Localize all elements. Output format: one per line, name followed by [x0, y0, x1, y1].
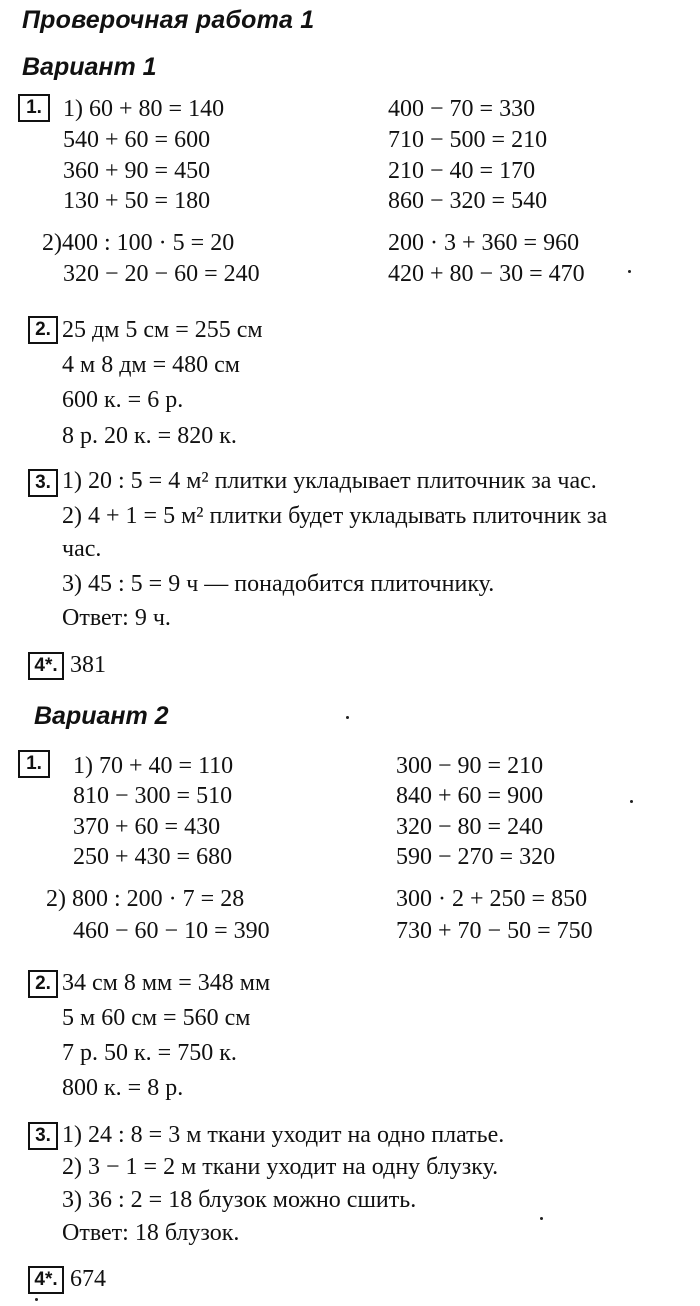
- v2-t1-left-line: 2) 800 : 200 · 7 = 28: [46, 886, 245, 912]
- v2-t1-left-line: 810 − 300 = 510: [73, 783, 233, 809]
- v2-t2-line: 800 к. = 8 р.: [62, 1075, 184, 1101]
- page-title: Проверочная работа 1: [22, 6, 315, 34]
- v1-t1-left-line: 320 − 20 − 60 = 240: [63, 261, 260, 287]
- v2-t3-line: 1) 24 : 8 = 3 м ткани уходит на одно платье.: [62, 1122, 505, 1148]
- v2-task-4-number: 4*.: [28, 1266, 64, 1294]
- v1-t3-line: 3) 45 : 5 = 9 ч — понадобится плиточнику.: [62, 571, 495, 597]
- v1-t1-left-line: 1) 60 + 80 = 140: [63, 96, 225, 122]
- v2-t1-right-line: 300 − 90 = 210: [396, 753, 544, 779]
- v1-task-2-number: 2.: [28, 316, 58, 344]
- scan-speck: [630, 800, 633, 803]
- v2-t3-line: 3) 36 : 2 = 18 блузок можно сшить.: [62, 1187, 417, 1213]
- v2-t1-left-line: 250 + 430 = 680: [73, 844, 233, 870]
- variant-1-title: Вариант 1: [22, 53, 157, 81]
- v1-t3-line: 2) 4 + 1 = 5 м² плитки будет укладывать плиточник за: [62, 503, 608, 529]
- v1-t3-line: 1) 20 : 5 = 4 м² плитки укладывает плиточник за час.: [62, 468, 597, 494]
- v2-t1-right-line: 590 − 270 = 320: [396, 844, 556, 870]
- v1-t1-right-line: 200 · 3 + 360 = 960: [388, 230, 580, 256]
- v2-t1-left-line: 1) 70 + 40 = 110: [73, 753, 234, 779]
- v2-t3-line: 2) 3 − 1 = 2 м ткани уходит на одну блузку.: [62, 1154, 499, 1180]
- variant-2-title: Вариант 2: [34, 702, 169, 730]
- v2-t3-line: Ответ: 18 блузок.: [62, 1220, 240, 1246]
- v2-t1-right-line: 730 + 70 − 50 = 750: [396, 918, 593, 944]
- v1-t1-left-line: 130 + 50 = 180: [63, 188, 211, 214]
- v1-task-1-number: 1.: [18, 94, 50, 122]
- v1-t1-right-line: 400 − 70 = 330: [388, 96, 536, 122]
- scan-speck: [35, 1298, 38, 1301]
- v2-t1-right-line: 320 − 80 = 240: [396, 814, 544, 840]
- v2-task-3-number: 3.: [28, 1122, 58, 1150]
- v2-task-4-answer: 674: [70, 1266, 106, 1292]
- v2-t2-line: 7 р. 50 к. = 750 к.: [62, 1040, 237, 1066]
- v2-task-2-number: 2.: [28, 970, 58, 998]
- v2-t1-left-line: 460 − 60 − 10 = 390: [73, 918, 270, 944]
- v1-t1-left-line: 540 + 60 = 600: [63, 127, 211, 153]
- v1-t1-right-line: 210 − 40 = 170: [388, 158, 536, 184]
- v1-t1-left-line: 360 + 90 = 450: [63, 158, 211, 184]
- v1-t2-line: 600 к. = 6 р.: [62, 387, 184, 413]
- v1-task-3-number: 3.: [28, 469, 58, 497]
- v2-t1-right-line: 840 + 60 = 900: [396, 783, 544, 809]
- v1-t1-right-line: 710 − 500 = 210: [388, 127, 548, 153]
- v2-t1-left-line: 370 + 60 = 430: [73, 814, 221, 840]
- v1-task-4-number: 4*.: [28, 652, 64, 680]
- v1-t3-line: Ответ: 9 ч.: [62, 605, 171, 631]
- v1-t2-line: 25 дм 5 см = 255 см: [62, 317, 263, 343]
- v1-t1-left-line: 2)400 : 100 · 5 = 20: [42, 230, 235, 256]
- v2-t1-right-line: 300 · 2 + 250 = 850: [396, 886, 588, 912]
- v2-t2-line: 5 м 60 см = 560 см: [62, 1005, 251, 1031]
- scan-speck: [628, 270, 631, 273]
- v1-t1-right-line: 420 + 80 − 30 = 470: [388, 261, 585, 287]
- v1-t2-line: 4 м 8 дм = 480 см: [62, 352, 240, 378]
- v1-t2-line: 8 р. 20 к. = 820 к.: [62, 423, 237, 449]
- v1-t3-line: час.: [62, 536, 102, 562]
- v2-task-1-number: 1.: [18, 750, 50, 778]
- v2-t2-line: 34 см 8 мм = 348 мм: [62, 970, 271, 996]
- scan-speck: [540, 1217, 543, 1220]
- v1-task-4-answer: 381: [70, 652, 106, 678]
- v1-t1-right-line: 860 − 320 = 540: [388, 188, 548, 214]
- scan-speck: [346, 716, 349, 719]
